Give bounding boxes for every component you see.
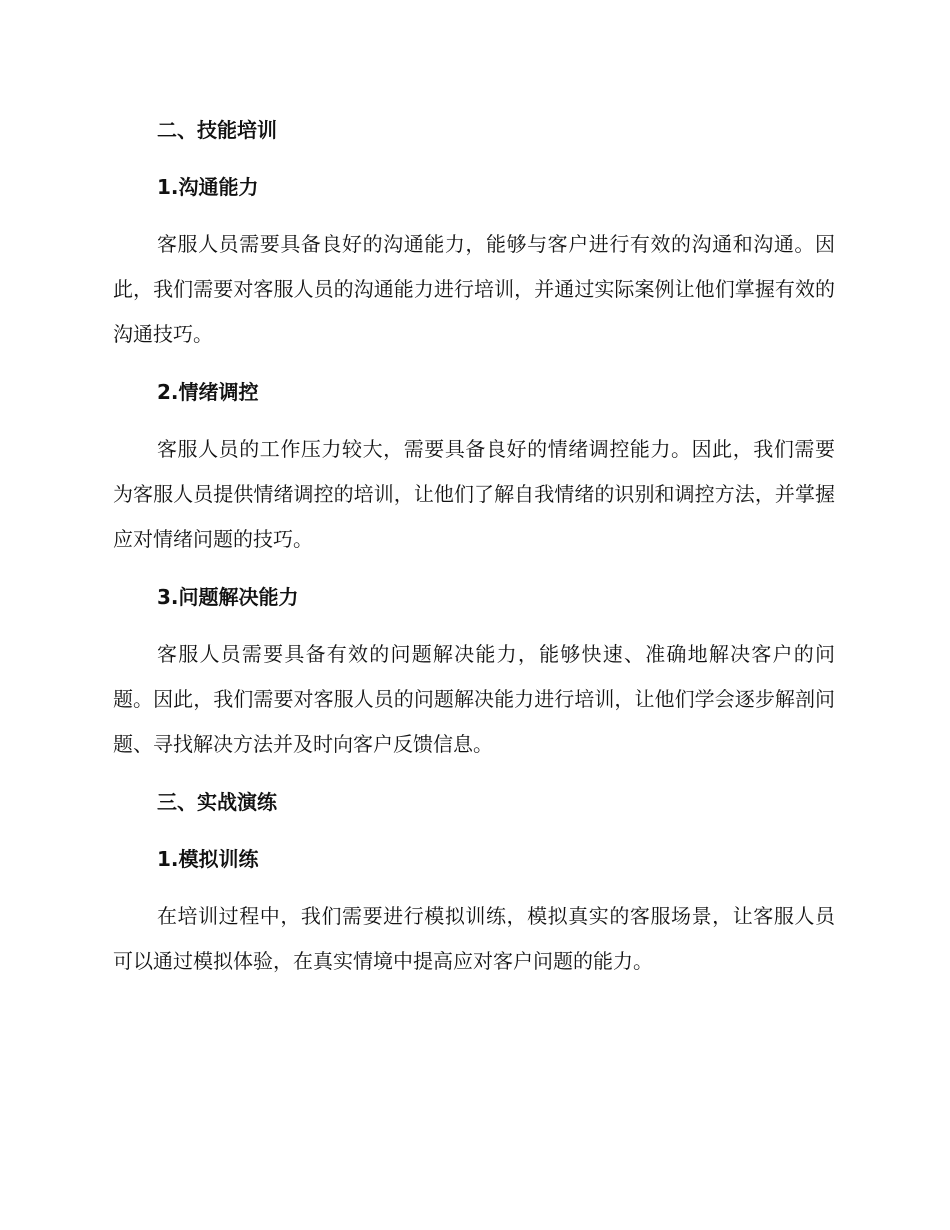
paragraph-simulation: 在培训过程中，我们需要进行模拟训练，模拟真实的客服场景，让客服人员可以通过模拟体验，在真实情境中提高应对客户问题的能力。 [113,904,835,973]
subheading-emotion-control: 2.情绪调控 [157,380,259,404]
subheading-problem-solving: 3.问题解决能力 [157,585,299,609]
paragraph-emotion-control: 客服人员的工作压力较大，需要具备良好的情绪调控能力。因此，我们需要为客服人员提供情绪调控的培训，让他们了解自我情绪的识别和调控方法，并掌握应对情绪问题的技巧。 [113,437,835,551]
paragraph-problem-solving: 客服人员需要具备有效的问题解决能力，能够快速、准确地解决客户的问题。因此，我们需要对客服人员的问题解决能力进行培训，让他们学会逐步解剖问题、寻找解决方法并及时向客户反馈信息。 [113,642,835,756]
subheading-simulation: 1.模拟训练 [157,847,259,871]
section-heading-practical-drill: 三、实战演练 [157,790,277,814]
paragraph-communication: 客服人员需要具备良好的沟通能力，能够与客户进行有效的沟通和沟通。因此，我们需要对客服人员的沟通能力进行培训，并通过实际案例让他们掌握有效的沟通技巧。 [113,232,835,346]
section-heading-skill-training: 二、技能培训 [157,118,277,142]
subheading-communication: 1.沟通能力 [157,175,259,199]
document-body [113,108,835,997]
